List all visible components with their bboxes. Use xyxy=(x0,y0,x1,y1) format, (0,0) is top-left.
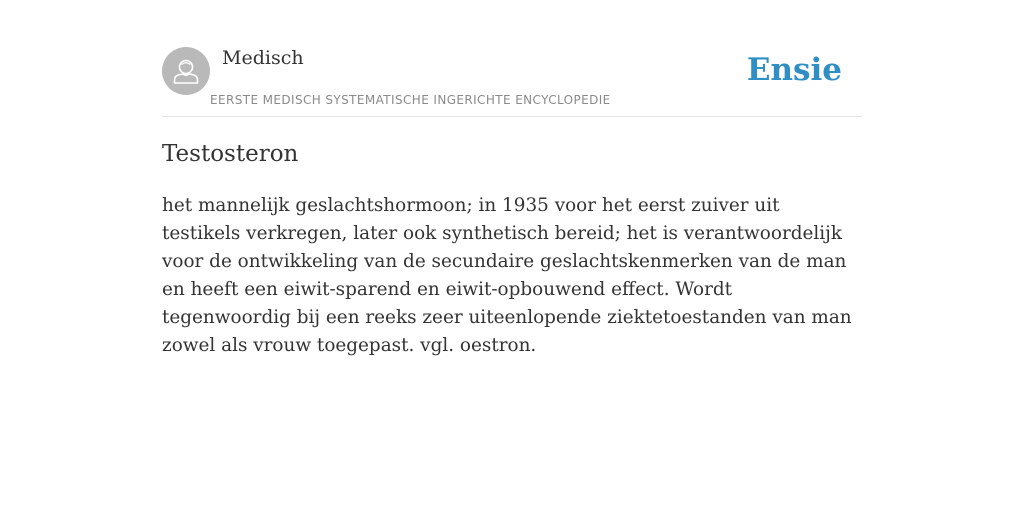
avatar[interactable] xyxy=(162,47,210,95)
entry-card xyxy=(162,0,862,356)
source-link[interactable]: Medisch xyxy=(222,47,304,69)
entry-title: Testosteron xyxy=(162,141,299,167)
user-icon xyxy=(162,47,210,95)
entry-definition: het mannelijk geslachtshormoon; in 1935 voor het eerst zuiver uit testikels verkregen, later ook synthetisch bereid; het is verantwoordelijk voor de ontwikkeling van de secundaire geslachtskenmerken van de man en heeft een eiwit-sparend en eiwit-opbouwend effect. Wordt tegenwoordig bij een reeks zeer uiteenlopende ziektetoestanden van man zowel als vrouw toegepast. vgl. oestron. xyxy=(162,195,852,356)
entry-header xyxy=(162,0,862,117)
brand-logo[interactable]: Ensie xyxy=(746,52,842,88)
source-subtitle: EERSTE MEDISCH SYSTEMATISCHE INGERICHTE ENCYCLOPEDIE xyxy=(210,93,611,107)
